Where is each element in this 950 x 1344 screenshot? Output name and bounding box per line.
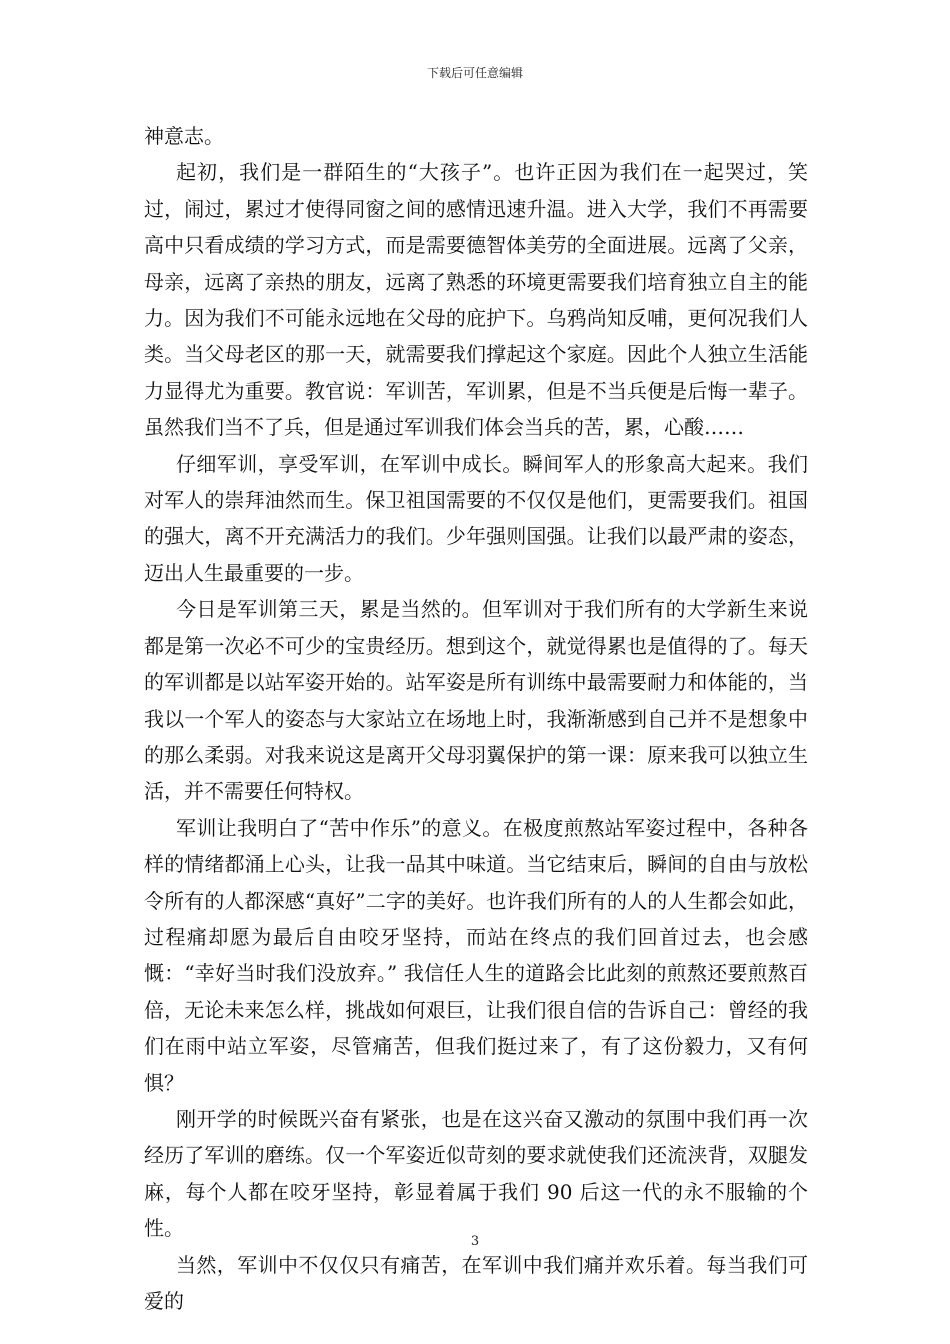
page-header: 下载后可任意编辑 (426, 66, 523, 80)
page-number: 3 (470, 1234, 480, 1249)
paragraph: 仔细军训，享受军训，在军训中成长。瞬间军人的形象高大起来。我们对军人的崇拜油然而生。保卫祖国需要的不仅仅是他们，更需要我们。祖国的强大，离不开充满活力的我们。少年强则国强。让我们以最严肃的姿态，迈出人生最重要的一步。 (144, 451, 808, 585)
paragraph: 当然，军训中不仅仅只有痛苦，在军训中我们痛并欢乐着。每当我们可爱的 (144, 1252, 808, 1313)
paragraph: 今日是军训第三天，累是当然的。但军训对于我们所有的大学新生来说都是第一次必不可少的宝贵经历。想到这个，就觉得累也是值得的了。每天的军训都是以站军姿开始的。站军姿是所有训练中最需要耐力和体能的，当我以一个军人的姿态与大家站立在场地上时，我渐渐感到自己并不是想象中的那么柔弱。对我来说这是离开父母羽翼保护的第一课：原来我可以独立生活，并不需要任何特权。 (144, 597, 808, 804)
document-body (144, 118, 808, 1319)
paragraph: 军训让我明白了“苦中作乐”的意义。在极度煎熬站军姿过程中，各种各样的情绪都涌上心头，让我一品其中味道。当它结束后，瞬间的自由与放松令所有的人都深感“真好”二字的美好。也许我们所有的人的人生都会如此，过程痛却愿为最后自由咬牙坚持，而站在终点的我们回首过去，也会感慨：“幸好当时我们没放弃。” 我信任人生的道路会比此刻的煎熬还要煎熬百倍，无论未来怎么样，挑战如何艰巨，让我们很自信的告诉自己：曾经的我们在雨中站立军姿，尽管痛苦，但我们挺过来了，有了这份毅力，又有何惧？ (144, 815, 808, 1095)
paragraph-continuation: 神意志。 (144, 124, 224, 148)
paragraph: 起初，我们是一群陌生的“大孩子”。也许正因为我们在一起哭过，笑过，闹过，累过才使得同窗之间的感情迅速升温。进入大学，我们不再需要高中只看成绩的学习方式，而是需要德智体美劳的全面进展。远离了父亲，母亲，远离了亲热的朋友，远离了熟悉的环境更需要我们培育独立自主的能力。因为我们不可能永远地在父母的庇护下。乌鸦尚知反哺，更何况我们人类。当父母老区的那一天，就需要我们撑起这个家庭。因此个人独立生活能力显得尤为重要。教官说：军训苦，军训累，但是不当兵便是后悔一辈子。虽然我们当不了兵，但是通过军训我们体会当兵的苦，累，心酸…… (144, 160, 808, 440)
paragraph: 刚开学的时候既兴奋有紧张，也是在这兴奋又激动的氛围中我们再一次经历了军训的磨练。仅一个军姿近似苛刻的要求就使我们还流浃背，双腿发麻，每个人都在咬牙坚持，彰显着属于我们 90 后这一代的永不服输的个性。 (144, 1106, 808, 1241)
